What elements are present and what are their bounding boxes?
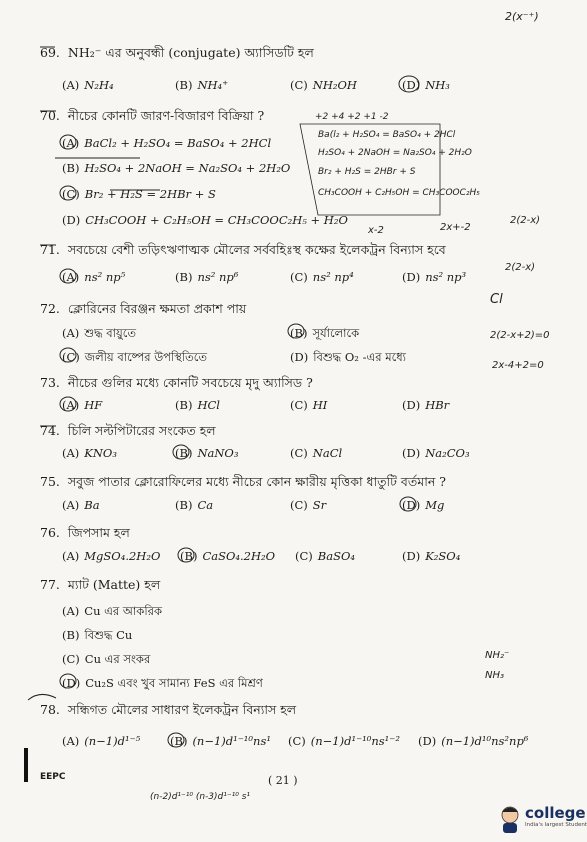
option-73-c: (C) HI [290,398,328,412]
option-72-b: (B) সূর্যালোকে [290,326,360,340]
option-78-b: (B) (n−1)d¹⁻¹⁰ns¹ [170,734,271,748]
note-m8: NH₃ [485,670,505,681]
option-69-d: (D) NH₃ [402,78,450,92]
note-m3: 2(2-x) [505,262,536,273]
question-number: 77. [40,577,60,592]
option-73-b: (B) HCl [175,398,220,412]
option-71-a: (A) ns² np⁵ [62,270,126,284]
option-77-a: (A) Cu এর আকরিক [62,604,162,618]
question-text: নীচের কোনটি জারণ-বিজারণ বিক্রিয়া ? [67,108,265,123]
option-74-a: (A) KNO₃ [62,446,117,460]
option-74-c: (C) NaCl [290,446,343,460]
note-hw-box1: Ba(l₂ + H₂SO₄ = BaSO₄ + 2HCl [318,130,456,140]
question-text: জিপসাম হল [67,525,130,540]
option-71-c: (C) ns² np⁴ [290,270,354,284]
footer-code: EEPC [40,772,66,782]
option-69-a: (A) N₂H₄ [62,78,114,92]
answer-circle-72c [60,348,76,362]
option-71-d: (D) ns² np³ [402,270,467,284]
question-number: 74. [40,423,60,438]
option-70-c: (C) Br₂ + H₂S = 2HBr + S [62,187,216,201]
option-72-d: (D) বিশুদ্ধ O₂ -এর মধ্যে [290,350,406,364]
question-number: 69. [40,45,60,60]
option-76-c: (C) BaSO₄ [295,549,356,563]
margin-curl [28,694,56,700]
note-m1: x-2 [368,225,384,236]
answer-circle-76 [178,548,194,562]
logo-wordmark: college [525,804,586,822]
college-logo [495,800,587,836]
option-77-c: (C) Cu এর সংকর [62,652,151,666]
option-76-a: (A) MgSO₄.2H₂O [62,549,161,563]
answer-circle-69 [399,76,419,92]
note-m4: 2(2-x+2)=0 [490,330,550,341]
option-78-a: (A) (n−1)d¹⁻⁵ [62,734,141,748]
question-text: চিলি সল্টপিটারের সংকেত হল [67,423,216,438]
note-tr2: 2(2-x) [510,215,541,226]
option-76-d: (D) K₂SO₄ [402,549,461,563]
question-text: ম্যাট (Matte) হল [67,577,161,592]
option-77-b: (B) বিশুদ্ধ Cu [62,628,133,642]
answer-circle-72 [288,324,304,338]
note-hw-box4: CH₃COOH + C₂H₅OH = CH₃COOC₂H₅ [318,188,480,198]
option-77-d: (D) Cu₂S এবং খুব সামান্য FeS এর মিশ্রণ [62,676,263,690]
question-number: 73. [40,375,60,390]
option-69-b: (B) NH₄⁺ [175,78,229,92]
note-m2: 2x+-2 [440,222,471,233]
note-tr1: 2(x⁻⁺) [505,10,539,23]
option-73-d: (D) HBr [402,398,450,412]
option-73-a: (A) HF [62,398,103,412]
note-m6: Cl [490,292,503,307]
logo-tagline: India's largest Student [525,822,587,828]
question-text: সবচেয়ে বেশী তড়িৎঋণাত্মক মৌলের সর্ববহিঃস্থ কক্ষের ইলেকট্রন বিন্যাস হবে [67,242,446,257]
option-70-d: (D) CH₃COOH + C₂H₅OH = CH₃COOC₂H₅ + H₂O [62,213,348,227]
answer-circle-77 [60,674,76,688]
question-number: 76. [40,525,60,540]
option-72-c: (C) জলীয় বাষ্পের উপস্থিতিতে [62,350,208,364]
option-78-d: (D) (n−1)d¹⁰ns²np⁶ [418,734,529,748]
question-number: 70. [40,108,60,123]
note-hw-box2: H₂SO₄ + 2NaOH = Na₂SO₄ + 2H₂O [318,148,472,158]
question-number: 78. [40,702,60,717]
option-70-a: (A) BaCl₂ + H₂SO₄ = BaSO₄ + 2HCl [62,136,272,150]
option-74-b: (B) NaNO₃ [175,446,239,460]
option-78-c: (C) (n−1)d¹⁻¹⁰ns¹⁻² [288,734,400,748]
question-number: 71. [40,242,60,257]
option-72-a: (A) শুদ্ধ বায়ুতে [62,326,137,340]
student-mascot-icon [497,804,523,834]
question-text: ক্লোরিনের বিরঞ্জন ক্ষমতা প্রকাশ পায় [67,301,247,316]
option-69-c: (C) NH₂OH [290,78,357,92]
note-foot: (n-2)d¹⁻¹⁰ (n-3)d¹⁻¹⁰ s¹ [150,792,250,802]
option-75-c: (C) Sr [290,498,327,512]
option-75-b: (B) Ca [175,498,214,512]
page-number: ( 21 ) [268,774,298,787]
answer-circle-73 [60,397,76,411]
note-hw-box3: Br₂ + H₂S = 2HBr + S [318,167,416,177]
option-75-d: (D) Mg [402,498,445,512]
option-75-a: (A) Ba [62,498,100,512]
question-number: 75. [40,474,60,489]
option-76-b: (B) CaSO₄.2H₂O [180,549,276,563]
option-70-b: (B) H₂SO₄ + 2NaOH = Na₂SO₄ + 2H₂O [62,161,291,175]
answer-circle-74 [173,445,189,459]
option-71-b: (B) ns² np⁶ [175,270,239,284]
answer-circle-75 [400,497,416,511]
answer-circle-78 [168,733,184,747]
note-m5: 2x-4+2=0 [492,360,544,371]
question-text: NH₂⁻ এর অনুবন্ধী (conjugate) অ্যাসিডটি হল [67,45,314,60]
note-hw-top: +2 +4 +2 +1 -2 [315,112,389,122]
question-text: সবুজ পাতার ক্লোরোফিলের মধ্যে নীচের কোন ক্ষারীয় মৃত্তিকা ধাতুটি বর্তমান ? [67,474,446,489]
answer-circle-70 [60,135,76,149]
note-m7: NH₂⁻ [485,650,510,661]
answer-circle-71 [60,269,76,283]
answer-circle-70c [60,186,76,200]
question-text: সন্ধিগত মৌলের সাধারণ ইলেকট্রন বিন্যাস হল [67,702,297,717]
option-74-d: (D) Na₂CO₃ [402,446,470,460]
question-text: নীচের গুলির মধ্যে কোনটি সবচেয়ে মৃদু অ্যাসিড ? [67,375,313,390]
question-number: 72. [40,301,60,316]
